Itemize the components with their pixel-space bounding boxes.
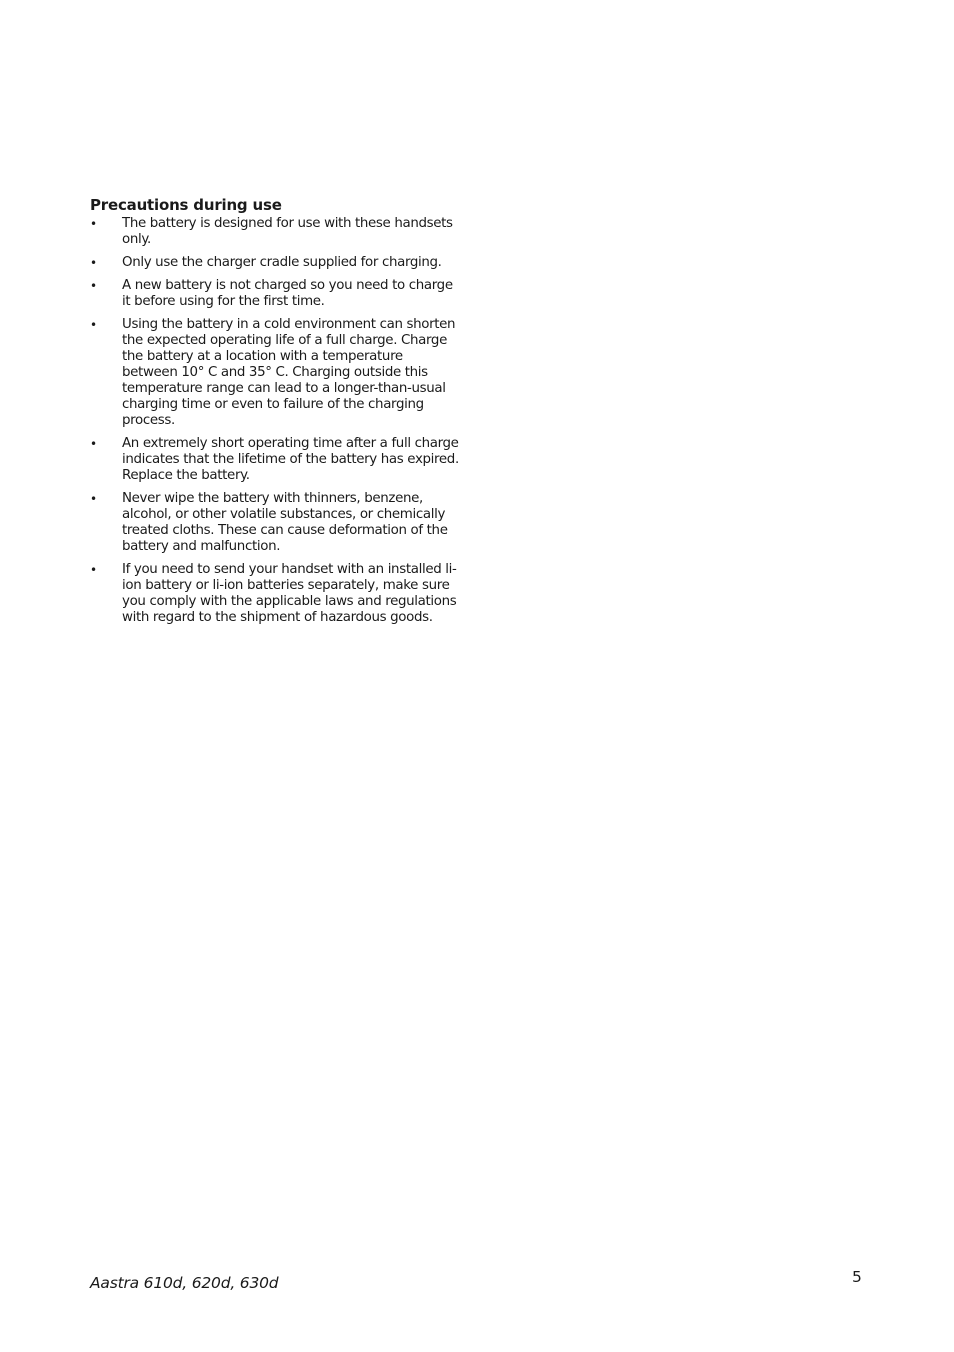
list-item-text: An extremely short operating time after a full charge indicates that the lifetime of the battery has expired. Replace the battery. — [122, 436, 459, 483]
list-item-text: Never wipe the battery with thinners, benzene, alcohol, or other volatile substances, or chemically treated cloths. These can cause deformation of the battery and malfunction. — [122, 491, 448, 554]
list-item-text: The battery is designed for use with these handsets only. — [122, 216, 453, 247]
bullet-icon: • — [90, 217, 97, 231]
list-item — [90, 562, 462, 626]
list-item — [90, 436, 462, 484]
list-item-text: A new battery is not charged so you need to charge it before using for the first time. — [122, 278, 453, 309]
bullet-icon: • — [90, 256, 97, 270]
bullet-icon: • — [90, 279, 97, 293]
footer-product-title: Aastra 610d, 620d, 630d — [90, 1274, 279, 1292]
list-item — [90, 216, 462, 248]
section-heading: Precautions during use — [90, 196, 282, 214]
list-item-text: Using the battery in a cold environment can shorten the expected operating life of a full charge. Charge the battery at a location with a temperature between 10° C and 35° C. Charging outside this temperature range can lead to a longer-than-usual charging time or even to failure of the charging process. — [122, 317, 456, 428]
list-item — [90, 317, 462, 429]
bullet-icon: • — [90, 492, 97, 506]
list-item-text: Only use the charger cradle supplied for charging. — [122, 255, 442, 270]
list-item-text: If you need to send your handset with an installed li-ion battery or li-ion batteries separately, make sure you comply with the applicable laws and regulations with regard to the shipment of hazardous goods. — [122, 562, 457, 625]
bullet-icon: • — [90, 563, 97, 577]
list-item — [90, 278, 462, 310]
bullet-icon: • — [90, 437, 97, 451]
precautions-section — [90, 196, 462, 633]
list-item — [90, 255, 462, 271]
bullet-icon: • — [90, 318, 97, 332]
page-number: 5 — [852, 1268, 862, 1286]
precautions-list — [90, 216, 462, 626]
list-item — [90, 491, 462, 555]
